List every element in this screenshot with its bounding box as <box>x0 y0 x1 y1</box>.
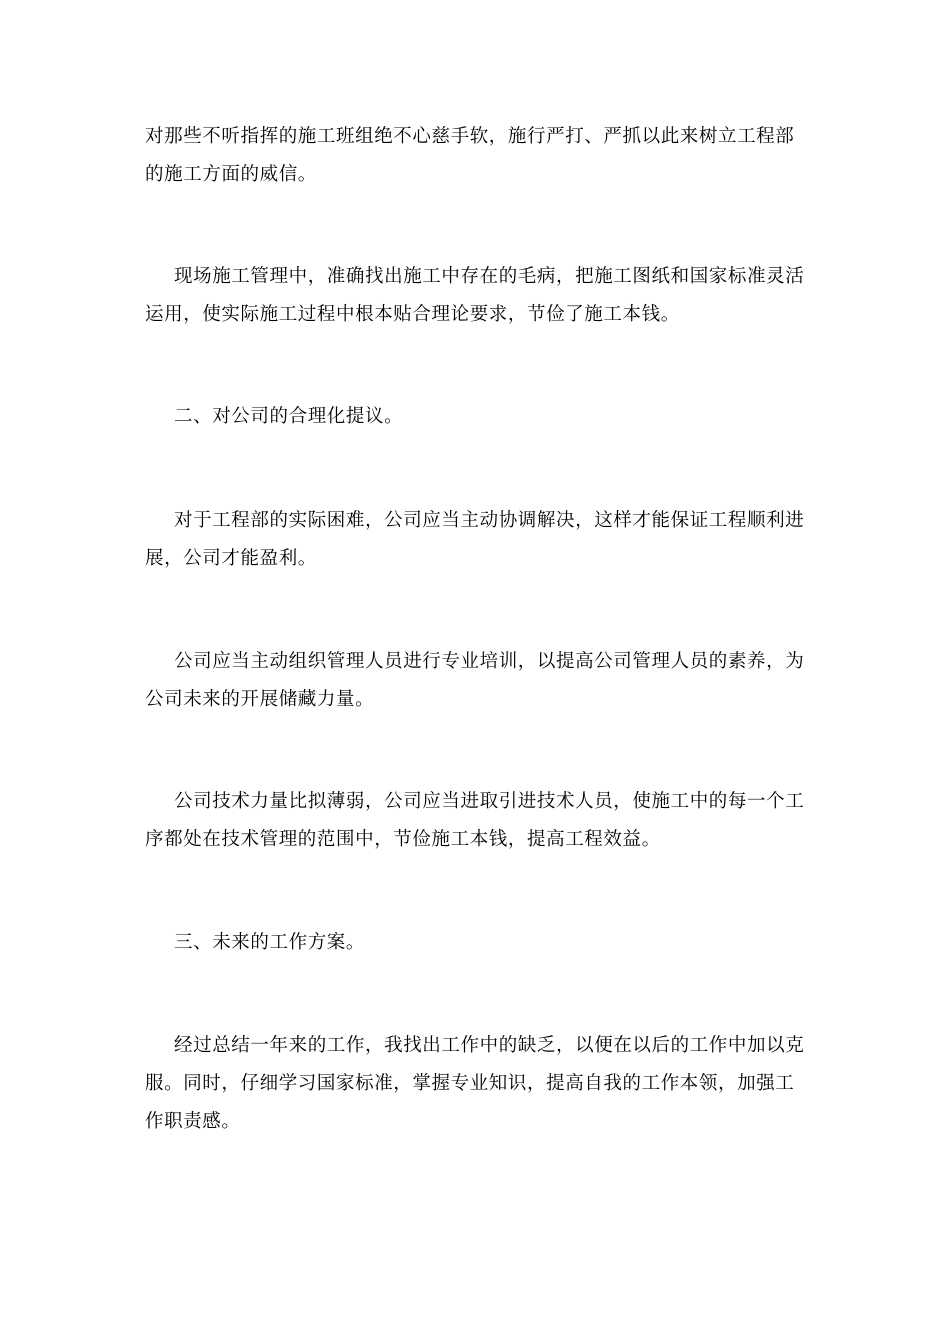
paragraph-line: 对于工程部的实际困难，公司应当主动协调解决，这样才能保证工程顺利进 <box>174 510 805 531</box>
section-heading-3 <box>145 924 815 962</box>
section-heading-text: 三、未来的工作方案。 <box>174 932 366 953</box>
paragraph-line: 公司技术力量比拟薄弱，公司应当进取引进技术人员，使施工中的每一个工 <box>174 791 805 812</box>
paragraph-line: 的施工方面的威信。 <box>145 164 317 185</box>
section-heading-2 <box>145 398 815 436</box>
paragraph-3 <box>145 502 815 578</box>
paragraph-line: 服。同时，仔细学习国家标准，掌握专业知识，提高自我的工作本领，加强工 <box>145 1073 795 1094</box>
paragraph-line: 公司应当主动组织管理人员进行专业培训，以提高公司管理人员的素养，为 <box>174 651 805 672</box>
paragraph-line: 经过总结一年来的工作，我找出工作中的缺乏，以便在以后的工作中加以克 <box>174 1035 805 1056</box>
paragraph-4 <box>145 643 815 719</box>
paragraph-line: 作职责感。 <box>145 1111 241 1132</box>
paragraph-line: 公司未来的开展储藏力量。 <box>145 689 375 710</box>
section-heading-text: 二、对公司的合理化提议。 <box>174 406 404 427</box>
paragraph-line: 序都处在技术管理的范围中，节俭施工本钱，提高工程效益。 <box>145 829 661 850</box>
paragraph-line: 展，公司才能盈利。 <box>145 548 317 569</box>
paragraph-2 <box>145 258 815 334</box>
paragraph-line: 运用，使实际施工过程中根本贴合理论要求，节俭了施工本钱。 <box>145 304 680 325</box>
paragraph-5 <box>145 783 815 859</box>
paragraph-1 <box>145 118 815 194</box>
paragraph-line: 现场施工管理中，准确找出施工中存在的毛病，把施工图纸和国家标准灵活 <box>174 266 805 287</box>
paragraph-6 <box>145 1027 815 1141</box>
paragraph-line: 对那些不听指挥的施工班组绝不心慈手软，施行严打、严抓以此来树立工程部 <box>145 126 795 147</box>
